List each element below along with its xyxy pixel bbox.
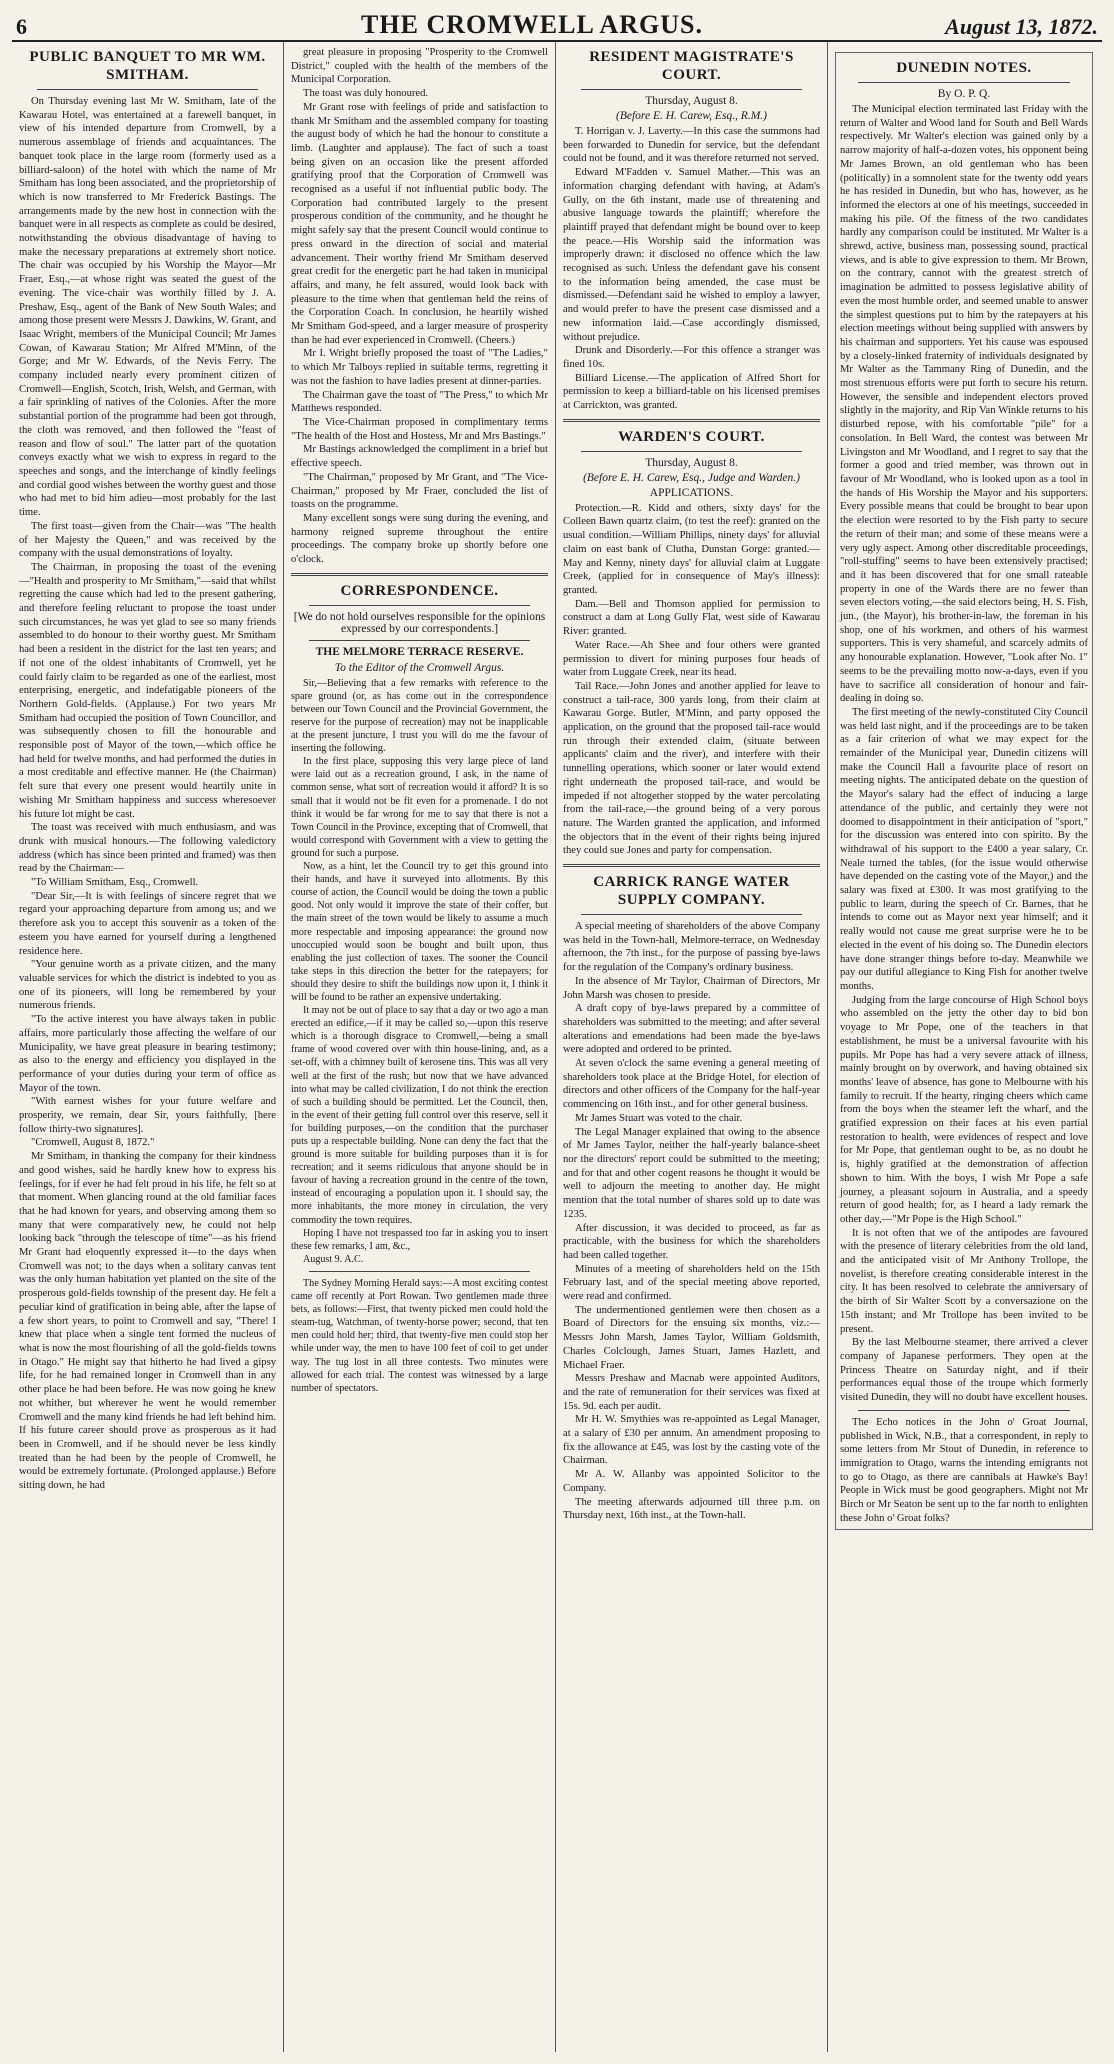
paragraph: The toast was duly honoured. <box>303 88 429 100</box>
paragraph: The Legal Manager explained that owing to the absence of Mr James Taylor, neither the half-yearly balance-sheet nor the directors' report could be submitted to the meeting; and for that and other cogent reasons he thought it would be well to adjourn the meeting to another day. He might mention that the total number of shares sold up to date was 1235. <box>563 1126 820 1220</box>
section-heading: CORRESPONDENCE. <box>340 582 499 599</box>
paragraph: The Chairman, in proposing the toast of the evening—"Health and prosperity to Mr Smitham,"—said that whilst regretting the cause which had led to the present gathering, and therefore feeling reluctant to propose the toast under such circumstances, he was yet glad to see so many friends assembled to do honour to their worthy guest. Mr Smitham had been a resident in the district for the last ten years; and if not one of the oldest inhabitants of Cromwell, yet he could fairly claim to be regarded as one of the earliest, most enterprising, energetic, and indefatigable pioneers of the Northern Gold-fields. (Applause.) For two years Mr Smitham had occupied the position of Town Councillor, and was subsequently chosen to fill the honourable and responsible post of Mayor of the town,—which office he had held for twelve months, and had performed the duties in a most creditable and effective manner. He (the Chairman) felt sure that every one present would heartily unite in wishing Mr Smitham happiness and success wheresoever his future lot might be cast. <box>19 561 276 820</box>
paragraph: In the first place, supposing this very large piece of land were laid out as a recreation ground, I ask, in the name of common sense, what sort of recreation would it afford? It is so small that it would not be fit even for a promenade. I do not think it would be far wrong for me to say that there is not a Town Council in the Province, excepting that of Cromwell, that would correspond with Government with a view to getting the ground for such a purpose. <box>291 756 548 859</box>
paragraph: Minutes of a meeting of shareholders held on the 15th February last, and of the special meeting above reported, were read and confirmed. <box>563 1263 820 1303</box>
paragraph: Mr H. W. Smythies was re-appointed as Legal Manager, at a salary of £30 per annum. An amendment proposing to fix the allowance at £45, was lost by the casting vote of the Chairman. <box>563 1414 820 1467</box>
paragraph: A special meeting of shareholders of the above Company was held in the Town-hall, Melmore-terrace, on Wednesday afternoon, the 7th inst., for the purpose of passing bye-laws for the regulation of the Company's ordinary business. <box>563 921 820 974</box>
paragraph: Sir,—Believing that a few remarks with reference to the spare ground (or, as has come out in the correspondence between our Town Council and the Provincial Government, the reserve for the purpose of recreation) may not be inapplicable at the present juncture, I trust you will do me the favour of inserting the following. <box>291 677 548 755</box>
paragraph: Now, as a hint, let the Council try to get this ground into their hands, and have it surveyed into allotments. By this course of action, the Council would be doing the town a public good. Not only would it improve the state of their coffer, but the main street of the town would be likely to assume a much more respectable and imposing appearance: the ground now unoccupied would soon be bought and built upon, thus enabling the just collection of taxes. The sooner the Council take steps in this direction the better for the ratepayers; for should they desire to shift the buildings now upon it, I think it will be found to be rather an expensive undertaking. <box>291 861 548 1003</box>
paragraph: After discussion, it was decided to proceed, as far as practicable, with the business for which the shareholders had been called together. <box>563 1222 820 1261</box>
byline: By O. P. Q. <box>937 88 991 100</box>
paragraph: Edward M'Fadden v. Samuel Mather.—This was an information charging defendant with having, at Adam's Gully, on the 6th instant, made use of threatening and abusive language towards the plaintiff; wherefore the plaintiff prayed that defendant might be bound over to keep the peace.—His Worship said the information was improperly drawn: it disclosed no offence which the law recognised as such. Unless the defendant gave his consent to the information being amended, the case must be dismissed.—Defendant said he wished to employ a lawyer, and would prefer to have the present case dismissed and a new information laid.—Case accordingly dismissed, without prejudice. <box>563 167 820 343</box>
paragraph: Tail Race.—John Jones and another applied for leave to construct a tail-race, 300 yards long, from their claim at Kawarau Gorge. Butler, M'Minn, and party opposed the application, on the ground that the proposed tail-race would run through their extended claim, (situate between applicants' claim and the river), and interfere with their tunnelling operations, which sooner or later would extend right underneath the proposed tail-race, and would be impeded if not altogether stopped by the water percolating from the tail-race,—the ground being of a very porous nature. The Warden granted the application, and informed the objectors that in the event of their rights being injured they could sue Jones and party for compensation. <box>563 680 820 857</box>
paragraph: Mr Grant rose with feelings of pride and satisfaction to thank Mr Smitham and the assembled company for toasting the august body of which he had the honour to constitute a limb. (Laughter and applause). The fact of such a toast being given on an occasion like the present afforded gratifying proof that the Corporation of Cromwell was recognised as a useful if not influential public body. The Corporation had contributed largely to the present prosperous condition of the community, and he thought he might safely say that the present Council would continue to press onward in the direction of social and material advancement. Their worthy friend Mr Smitham deserved great credit for the energetic part he had taken in municipal affairs, and many, he felt assured, would look back with pleasure to the time when that gentleman held the reins of the Corporation Coach. In conclusion, he heartily wished Mr Smitham God-speed, and a larger measure of prosperity than he had ever experienced in Cromwell. (Cheers.) <box>291 101 548 346</box>
paragraph: "Cromwell, August 8, 1872." <box>31 1137 155 1149</box>
letter-addressee: To the Editor of the Cromwell Argus. <box>334 661 505 674</box>
paragraph: A draft copy of bye-laws prepared by a committee of shareholders was submitted to the meeting; and after several alterations and emendations had been made the bye-laws were adopted and ordered to be printed. <box>563 1003 820 1056</box>
letter-title: THE MELMORE TERRACE RESERVE. <box>315 645 524 658</box>
paragraph: Messrs Preshaw and Macnab were appointed Auditors, and the rate of remuneration for their services was fixed at 15s. 9d. each per audit. <box>563 1373 820 1412</box>
subsection-label: APPLICATIONS. <box>649 486 734 499</box>
paragraph: It may not be out of place to say that a day or two ago a man erected an edifice,—if it may be called so,—upon this reserve which is a thorough disgrace to Cromwell,—being a small frame of wood covered over with thin house-lining, and, as a set-off, with a chimney built of kerosene tins. This was all very well at the first of the rush; but now that we have advanced into what may be called civilization, I do not think the erection of such a building should be permitted. Let the Council, then, in the event of their getting full control over this reserve, sell it for building purposes,—on the condition that the purchaser puts up a respectable building. None can deny the fact that the ground is more suitable for building purposes than it is for recreation; and it seems ridiculous that anyone should be in favour of having a recreation ground in the centre of the town, instead of encouraging a population upon it. I should say, the more inhabitants, the more money in circulation, the very commodity the town requires. <box>291 1005 548 1226</box>
paragraph: The meeting afterwards adjourned till three p.m. on Thursday next, 16th inst., at the Town-hall. <box>563 1496 820 1522</box>
paragraph: Mr I. Wright briefly proposed the toast of "The Ladies," to which Mr Talboys replied in suitable terms, regretting it was not the fashion to have ladies present at dinner-parties. <box>291 348 548 387</box>
article-heading: CARRICK RANGE WATER SUPPLY COMPANY. <box>593 874 790 909</box>
paragraph: The toast was received with much enthusiasm, and was drunk with musical honours.—The following valedictory address (which has since been printed and framed) was then read by the Chairman:— <box>19 822 276 875</box>
paragraph: Hoping I have not trespassed too far in asking you to insert these few remarks, I am, &c., <box>291 1227 548 1252</box>
paragraph: The undermentioned gentlemen were then chosen as a Board of Directors for the ensuing six months, viz.:—Messrs John Marsh, James Taylor, William Goldsmith, Charles Colclough, James Stuart, James Hazlett, and Michael Fraer. <box>563 1304 820 1371</box>
paragraph: Water Race.—Ah Shee and four others were granted permission to divert for mining purposes four heads of water from Luggate Creek, near its head. <box>563 639 820 679</box>
paragraph: "Dear Sir,—It is with feelings of sincere regret that we regard your approaching departure from among us; and we therefore ask you to accept this souvenir as a token of the esteem you have earned for yourself during a lengthened residence here. <box>19 890 276 957</box>
paragraph: The Municipal election terminated last Friday with the return of Walter and Wood land for South and Bell Wards respectively. Mr Walter's election was gained only by a narrow majority of half-a-dozen votes, his opponent being Mr James Brown, an old gentleman who has been (politically) in a somnolent state for the twenty odd years he has resided in Dunedin, but who has, however, as he informed the electors at one of his meetings, succeeded in making his pile. Of the fitness of the two candidates hardly any comparison could be instituted. Mr Walter is a shrewd, active, business man, possessing sound, practical views, and is able to give expression to them. Mr Brown, on the contrary, cannot with the greatest stretch of imagination be admitted to possess legislative ability of even the most humble order, and seemed unable to answer the simplest questions put to him by the ratepayers at his election meetings without being supplied with answers by his chairman and supporters. Yet his cause was espoused by a closely-linked fraternity of individuals designated by Mr Walter as the Tammany Ring of Dunedin, and the most strenuous efforts were put forth to secure his return. However, the sensible and independent electors proved slightly in the majority, and Rip Van Winkle returns to his disturbed repose, with his comfortable "pile" for a consolation. In Bell Ward, the contest was between Mr Livingston and Mr Woodland, and I regret to say that the former a good and tried member, was thrown out in favour of Mr Woodland, who is looked upon as a tool in the hands of His Worship the Mayor and his supporters. Every possible means that could be brought to bear upon the election were resorted to by the Fish party to secure the return of their man; and some of these means were a very ugly aspect. Among other discreditable proceedings, "roll-stuffing" seems to have been extensively practised; and it has been discovered that for one small rateable property in one of the Wards there are no fewer than seven electors voting,—the said electors being, H. S. Fish, jun., (the Mayor), his brother-in-law, the foreman in his shop, one of his workmen, and others of his warmest supporters. This is very shameful, and scarcely admits of any honourable explanation. However, "Look after No. 1" seems to be the prevailing motto now-a-days, even if you have to sacrifice all consideration of honour and fair-dealing in doing so. <box>840 104 1088 705</box>
paragraph: The first toast—given from the Chair—was "The health of her Majesty the Queen," and was received by the company with the usual demonstrations of loyalty. <box>19 520 276 560</box>
paragraph: great pleasure in proposing "Prosperity to the Cromwell District," coupled with the health of the members of the Municipal Corporation. <box>291 47 548 86</box>
column-3 <box>556 42 828 2052</box>
paragraph: "With earnest wishes for your future welfare and prosperity, we remain, dear Sir, yours faithfully, [here follow thirty-two signatures]. <box>19 1096 276 1135</box>
paragraph: The Vice-Chairman proposed in complimentary terms "The health of the Host and Hostess, Mr and Mrs Bastings." <box>291 416 548 442</box>
court-before: (Before E. H. Carew, Esq., R.M.) <box>616 110 767 122</box>
paragraph: On Thursday evening last Mr W. Smitham, late of the Kawarau Hotel, was entertained at a farewell banquet, in view of his intended departure from Cromwell, by a numerous assemblage of friends and acquaintances. The banquet took place in the large room (formerly used as a billiard-saloon) of the hotel with which the name of Mr Smitham has long been associated, and the proprietorship of which is now transferred to Mr Frederick Bastings. The arrangements made by the new host in connection with the banquet were in all respects as complete as could be desired, notwithstanding the obvious disadvantage of having to make the necessary preparations at extremely short notice. The chair was occupied by his Worship the Mayor—Mr Fraer, Esq.,—at whose right was seated the guest of the evening. The vice-chair was worthily filled by J. A. Preshaw, Esq., agent of the Bank of New South Wales; and among those present were Messrs J. Dawkins, W. Grant, and Isaac Wright, members of the Municipal Council; Mr James Cowan, of Kawarau Station; Mr Alfred M'Minn, of the Gorge; and Mr W. Edwards, of the Nevis Ferry. The company included nearly every prominent citizen of Cromwell—English, Scotch, Irish, Welsh, and German, with a fair sprinkling of natives of the Colonies. After the more substantial portion of the programme had been got through, the cloth was removed, and then followed the "feast of reason and flow of soul." The latter part of the quotation conveys exactly what we wish to express in regard to the speeches and songs, and the interchange of kindly feelings and cordial good wishes between the worthy guest and those who had met to bid him adieu—most probably for the last time. <box>19 96 276 519</box>
paragraph: Mr A. W. Allanby was appointed Solicitor to the Company. <box>563 1469 820 1494</box>
paragraph: The Sydney Morning Herald says:—A most exciting contest came off recently at Port Rowan. Two gentlemen made three bets, as follows:—First, that twenty picked men could hold the steam-tug, Watchman, of twenty-horse power; second, that ten men could hold her; third, that twenty-five men could stop her while under way, the men to have 100 feet of coil to get under way. The tug lost in all three contests. Two minutes were allowed for each trial. The contest was witnessed by a large number of spectators. <box>291 1277 548 1394</box>
article-heading: DUNEDIN NOTES. <box>896 60 1032 76</box>
court-date: Thursday, August 8. <box>645 456 738 469</box>
paragraph: At seven o'clock the same evening a general meeting of shareholders took place at the Bridge Hotel, for election of directors and other officers of the Company for the half-year commencing on 16th inst., and for other general business. <box>563 1058 820 1111</box>
column-2 <box>284 42 556 2052</box>
paragraph: Mr Smitham, in thanking the company for their kindness and good wishes, said he hardly knew how to express his feelings, for if ever he had felt proud in his life, he felt so at that moment. When glancing round at the old familiar faces that he had known for years, and observing among them so many that were comparatively new, he could not help looking back "through the telescope of time"—as his friend Mr Grant had eloquently expressed it—to the days when Cromwell was not; to the days when a solitary canvas tent was the only human habitation yet planted on the site of the prosperous gold-fields township of the present day. He felt a peculiar kind of gratification in being able, after the lapse of a few short years, to point to Cromwell and say, "There! I knew that place when a single tent formed the nucleus of what is now the most flourishing of all the gold-fields towns in Otago." He might say that hitherto he had lived a gipsy life, for he had remained longer in Cromwell than in any other place he had been before. He was now going he knew not whither, but wherever he went he would remember Cromwell and the many kind friends he had left behind him. If his future career should prove as prosperous as it had been in Cromwell, and if he should never be less kindly treated than he had been by the people of Cromwell, he would be extremely fortunate. (Prolonged applause.) Before sitting down, he had <box>19 1151 276 1492</box>
page-number: 6 <box>16 14 27 39</box>
court-before: (Before E. H. Carew, Esq., Judge and Warden.) <box>583 471 800 484</box>
paragraph: It is not often that we of the antipodes are favoured with the presence of literary celebrities from the old land, and the anticipated visit of Mr Anthony Trollope, the novelist, is therefore creating considerable interest in the city. It has been resolved to celebrate the anniversary of the birth of Sir Walter Scott by a conversazione on the 15th instant; and Mr Trollope has been invited to be present. <box>840 1227 1088 1335</box>
paragraph: The first meeting of the newly-constituted City Council was held last night, and if the proceedings are to be taken as a fair criterion of what we may expect for the remainder of the Municipal year, Dunedin citizens will make the Council Hall a favourite place of resort on meeting nights. The anticipated debate on the question of the Mayor's salary had the effect of inducing a large attendance of the public, and certainly they were not doomed to disappointment in their anticipation of "sport," for the discussion was entered into con spirito. By the withdrawal of his support to the £400 a year salary, Cr. Neale turned the tables, (for the issue would otherwise have depended on the casting vote of the Mayor,) and the salary was fixed at £300. It was most gratifying to the public to learn, during the speech of Cr. Barnes, that he intends to come out as Mayor next year himself; and it really would not cause me great surprise were he to be elected in the event of his doing so. The Dunedin electors have done stranger things before to-day. Meanwhile we pay our dutiful allegiance to King Fish for another twelve months. <box>840 706 1088 992</box>
article-heading: WARDEN'S COURT. <box>618 428 765 445</box>
article-heading: RESIDENT MAGISTRATE'S COURT. <box>589 49 794 83</box>
column-1 <box>12 42 284 2052</box>
paragraph: Many excellent songs were sung during the evening, and harmony reigned supreme throughout the entire proceedings. The company broke up shortly before one o'clock. <box>291 512 548 566</box>
paragraph: Judging from the large concourse of High School boys who assembled on the jetty the other day to bid bon voyage to Mr Pope, one of the teachers in that establishment, he must be a universal favourite with his pupils. Mr Pope has had a very severe attack of illness, mainly brought on by overwork, and having obtained six months' leave of absence, has gone to Melbourne with his family to recruit. If the hearty, ringing cheers which came from the boys when the steamer left the wharf, and the gratified expression on their faces at his even partial restoration to health, were evidences of respect and love for Mr Pope, that gentleman ought to be, as no doubt he is, highly gratified at the demonstration of affection shown to him. With the boys, I wish Mr Pope a safe journey, a pleasant sojourn in Australia, and a speedy return of good health; for, as I heard a lady remark the other day,—"Mr Pope is the High School." <box>840 994 1088 1225</box>
paragraph: "The Chairman," proposed by Mr Grant, and "The Vice-Chairman," proposed by Mr Fraer, concluded the list of toasts on the programme. <box>291 471 548 511</box>
paragraph: Protection.—R. Kidd and others, sixty days' for the Colleen Bawn quartz claim, (to test the reef): granted on the usual condition.—William Phillips, ninety days' for alluvial claim on east bank of Clutha, Dunstan Gorge: granted.—May and Kenny, ninety days' for alluvial claim at Luggate Creek, (applied for in consequence of May's illness): granted. <box>563 502 820 596</box>
newspaper-title: THE CROMWELL ARGUS. <box>361 10 703 39</box>
paragraph: The Echo notices in the John o' Groat Journal, published in Wick, N.B., that a correspondent, in reply to some letters from Mr Stout of Dunedin, in reference to immigration to Otago, warns the intending emigrants not to go to Otago, as there are cannibals at Hawke's Bay! People in Wick must be good geographers. Might not Mr Birch or Mr Seaton be sent up to the far north to enlighten these John o' Groat folks? <box>840 1416 1088 1524</box>
masthead <box>12 6 1102 42</box>
paragraph: "To William Smitham, Esq., Cromwell. <box>31 877 199 889</box>
disclaimer: [We do not hold ourselves responsible for the opinions expressed by our correspondents.] <box>293 610 546 635</box>
paragraph: "Your genuine worth as a private citizen, and the many valuable services for which the district is indebted to you as one of its pioneers, will long be remembered by your numerous friends. <box>19 959 276 1012</box>
paragraph: Dam.—Bell and Thomson applied for permission to construct a dam at Long Gully Flat, west side of Kawarau River: granted. <box>563 598 820 638</box>
paragraph: Drunk and Disorderly.—For this offence a stranger was fined 10s. <box>563 345 820 370</box>
letter-signoff: August 9. A.C. <box>303 1253 364 1265</box>
paragraph: By the last Melbourne steamer, there arrived a clever company of Japanese performers. They open at the Princess Theatre on Saturday night, and if their performances equal those of the troupe which formerly visited Dunedin, they will no doubt have excellent houses. <box>840 1337 1088 1404</box>
paragraph: "To the active interest you have always taken in public affairs, more particularly those affecting the welfare of our Municipality, we have great pleasure in bearing testimony; as also to the energy and efficiency you displayed in the performance of your duties during your term of office as Mayor of the town. <box>19 1014 276 1094</box>
paragraph: Billiard License.—The application of Alfred Short for permission to keep a billiard-table on his licensed premises at Carrickton, was granted. <box>563 372 820 412</box>
paragraph: In the absence of Mr Taylor, Chairman of Directors, Mr John Marsh was chosen to preside. <box>563 975 820 1001</box>
paragraph: The Chairman gave the toast of "The Press," to which Mr Matthews responded. <box>291 389 548 415</box>
column-4 <box>828 42 1100 2052</box>
issue-date: August 13, 1872. <box>945 14 1098 39</box>
paragraph: Mr James Stuart was voted to the chair. <box>575 1112 743 1124</box>
paragraph: Mr Bastings acknowledged the compliment in a brief but effective speech. <box>291 444 548 470</box>
court-date: Thursday, August 8. <box>645 95 738 107</box>
article-heading: PUBLIC BANQUET TO MR WM. SMITHAM. <box>29 49 266 83</box>
paragraph: T. Horrigan v. J. Laverty.—In this case the summons had been forwarded to Dunedin for service, but the defendant could not be found, and it was therefore returned not served. <box>563 126 820 165</box>
